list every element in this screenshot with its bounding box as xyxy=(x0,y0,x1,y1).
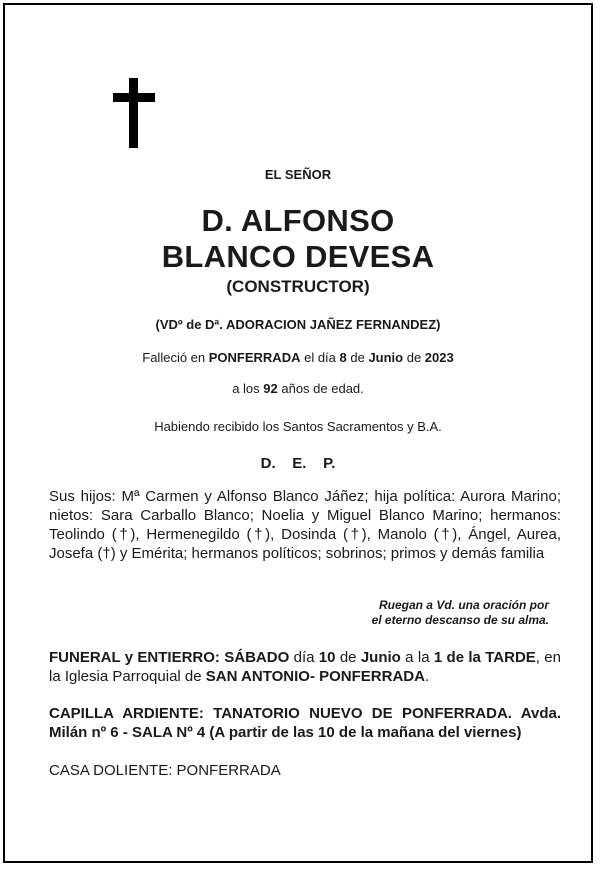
cross-icon xyxy=(113,78,155,148)
intro-text: EL SEÑOR xyxy=(264,167,332,182)
dep-text: D. E. P. xyxy=(260,455,336,472)
death-info: Falleció en PONFERRADA el día 8 de Junio de 2023 xyxy=(142,350,454,365)
deceased-name-line2: BLANCO DEVESA xyxy=(161,239,435,274)
funeral-info: FUNERAL y ENTIERRO: SÁBADO día 10 de Junio a la 1 de la TARDE, en la Iglesia Parroquial de SAN ANTONIO- PONFERRADA. xyxy=(49,649,561,685)
home-info: CASA DOLIENTE: PONFERRADA xyxy=(49,762,281,779)
chapel-info: CAPILLA ARDIENTE: TANATORIO NUEVO DE PONFERRADA. Avda. Milán nº 6 - SALA Nº 4 (A partir de las 10 de la mañana del viernes) xyxy=(49,705,561,741)
prayer-text: Ruegan a Vd. una oración por el eterno descanso de su alma. xyxy=(371,598,549,627)
obituary-card xyxy=(3,3,593,863)
deceased-name-line1: D. ALFONSO xyxy=(201,203,395,238)
age-info: a los 92 años de edad. xyxy=(232,381,364,396)
family-text: Sus hijos: Mª Carmen y Alfonso Blanco Jáñez; hija política: Aurora Marino; nietos: Sara Carballo Blanco; Noelia y Miguel Blanco Marino; hermanos: Teolindo (†), Hermenegildo (†), Dosinda (†), Manolo (†), Ángel, Aurea, Josefa (†) y Emérita; hermanos políticos; sobrinos; primos y demás familia xyxy=(49,488,561,562)
widow-text: (VDº de Dª. ADORACION JAÑEZ FERNANDEZ) xyxy=(155,317,441,332)
profession-text: (CONSTRUCTOR) xyxy=(226,277,370,296)
sacraments-text: Habiendo recibido los Santos Sacramentos y B.A. xyxy=(154,419,442,434)
